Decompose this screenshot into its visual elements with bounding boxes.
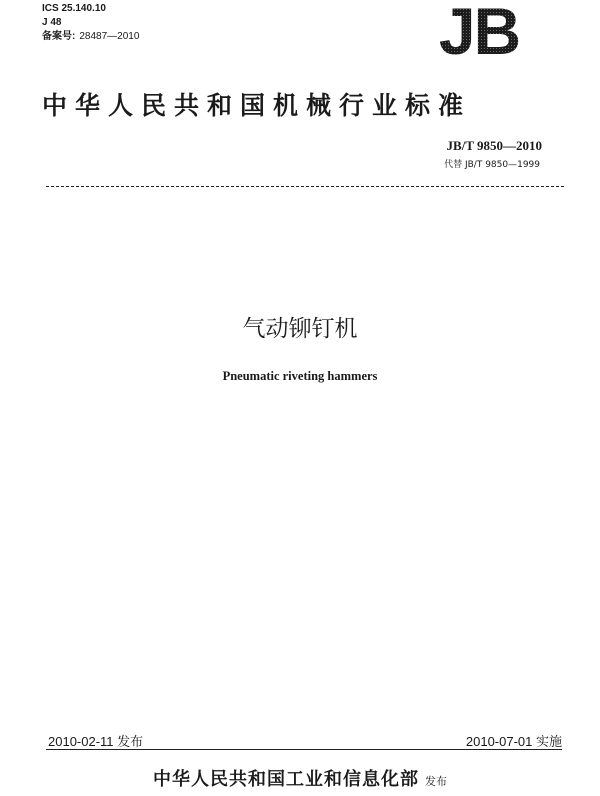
jb-logo	[420, 2, 538, 58]
document-title-english: Pneumatic riveting hammers	[222, 369, 378, 383]
standard-number	[447, 138, 542, 154]
category-code: J 48	[42, 17, 62, 28]
publisher-action: 发布	[425, 775, 447, 788]
filing-record	[42, 30, 139, 44]
filing-label: 备案号:	[42, 31, 76, 42]
footer-divider	[46, 749, 562, 750]
replaces-standard: 代替 JB/T 9850—1999	[444, 160, 540, 170]
issue-date: 2010-02-11 发布	[48, 734, 144, 749]
publisher-line	[0, 765, 600, 791]
implementation-date: 2010-07-01 实施	[465, 734, 562, 749]
standard-number-text: JB/T 9850—2010	[446, 138, 542, 153]
ics-code: ICS 25.140.10	[42, 3, 106, 14]
document-metadata	[42, 2, 139, 44]
logo-text: JB	[438, 2, 520, 58]
document-title-chinese: 气动铆钉机	[242, 316, 358, 342]
filing-number: 28487—2010	[79, 31, 140, 42]
header-divider	[46, 186, 564, 187]
publisher-organization: 中华人民共和国工业和信息化部	[153, 769, 419, 790]
ministry-title: 中华人民共和国机械行业标准	[42, 91, 472, 120]
